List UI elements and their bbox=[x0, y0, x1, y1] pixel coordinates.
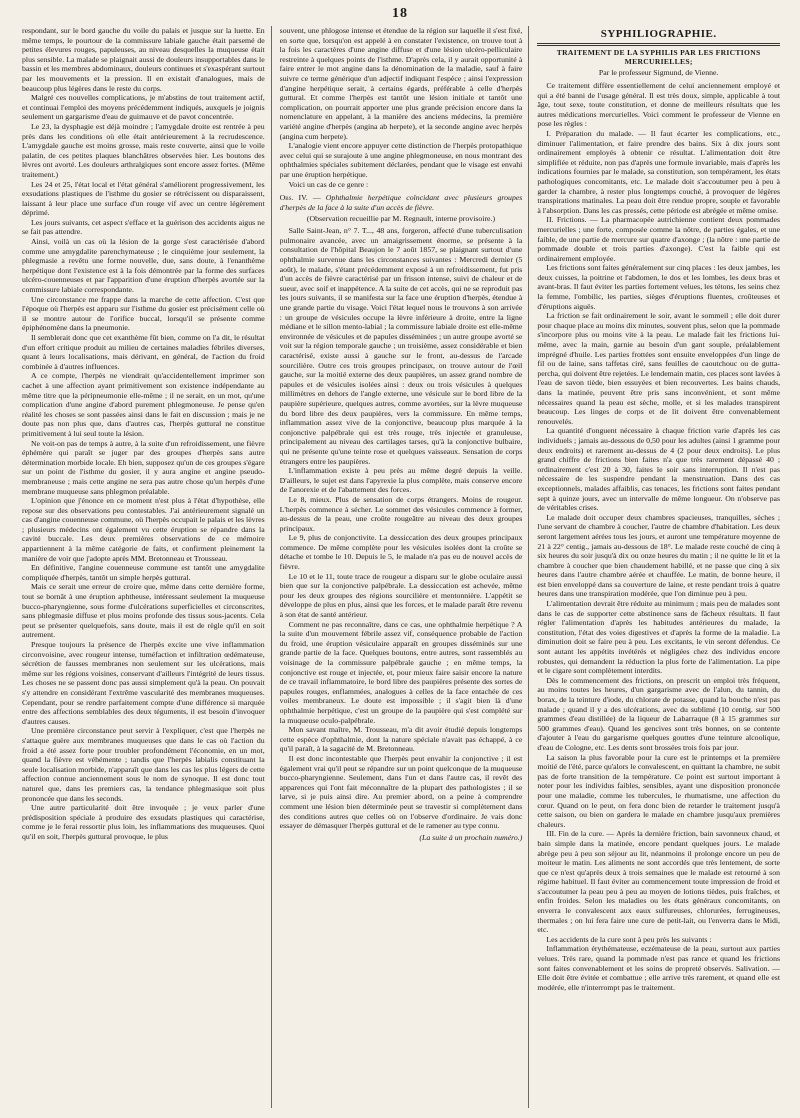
paragraph: Malgré ces nouvelles complications, je m'abstins de tout traitement actif, et continuai l'emploi des moyens précédemment indiqués, auxquels je joignis seulement un gargarisme d'eau de guimauve et de pavot concentrée. bbox=[22, 93, 265, 122]
paragraph: Inflammation érythémateuse, eczémateuse de la peau, surtout aux parties velues. Très rare, quand la pommade n'est pas rance et quand les frictions sont faites convenablement et les soins de propreté observés. Salivation. — Elle doit être évitée et combattue ; elle arrive très rarement, et quand elle est modérée, elle n'interrompt pas le traitement. bbox=[537, 944, 781, 992]
paragraph: Dès le commencement des frictions, on prescrit un emploi très fréquent, au moins toutes les heures, d'un gargarisme avec de l'alun, du tannin, du borax, de la teinture d'iode, du chlorate de potasse, quand la bouche n'est pas malade ; quand il y a des ulcérations, avec du sublimé (10 centig. sur 500 grammes d'eau distillée) de la liqueur de Labarraque (8 à 15 grammes sur 500 grammes d'eau). Quand les gencives sont très bonnes, on se contente d'ajouter à l'eau du gargarisme quelques gouttes d'une teinture alcoolique, d'eau de Cologne, etc. Les dents sont brossées trois fois par jour. bbox=[537, 675, 781, 752]
paragraph: souvent, une phlogose intense et étendue de la région sur laquelle il s'est fixé, en sorte que, lorsqu'on est appelé à en constater l'existence, on trouve tout à la fois les caractères d'une angine diffuse et d'une lésion ulcéro-pelliculaire restreinte à quelques points de l'isthme. D'après cela, il y aurait opportunité à faire entrer le mot angine dans la dénomination de la maladie, sauf à faire suivre ce terme générique d'un adjectif indiquant l'espèce ; ainsi l'expression d'angine herpétique serait, à certains égards, préférable à celle d'herpès guttural. Et comme l'herpès est tantôt une lésion initiale et tantôt une complication, on pourrait apporter une plus grande précision encore dans la nomenclature en appelant, à la manière des anciens médecins, la première variété angine d'herpès (angina ab herpete), et la seconde angine avec herpès (angina cum herpete). bbox=[279, 26, 523, 141]
paragraph: A ce compte, l'herpès ne viendrait qu'accidentellement imprimer son cachet à une affection ayant primitivement son existence indépendante au même titre que la péripneumonie elle-même ; il ne serait, en un mot, qu'une complication d'une angine d'abord purement phlegmoneuse. Je pense qu'en réalité les choses se sont passées ainsi dans le fait en discussion ; mais je ne doute pas non plus que, dans d'autres cas, l'herpès guttural ne constitue primitivement à lui seul toute la lésion. bbox=[22, 371, 265, 438]
paragraph: Le 8, mieux. Plus de sensation de corps étrangers. Moins de rougeur. L'herpès commence à sécher. Le sommet des vésicules commence à former, au-dessus de la peau, une croûte rougeâtre au niveau des deux groupes principaux. bbox=[279, 494, 523, 533]
column-1 bbox=[22, 26, 272, 1108]
paragraph: Le 9, plus de conjonctivite. La dessiccation des deux groupes principaux commence. De même complète pour les vésicules isolées dont la croûte se détache et tombe le 10. Depuis le 5, le malade n'a pas eu de nouvel accès de fièvre. bbox=[279, 533, 523, 572]
paragraph: L'inflammation existe à peu près au même degré depuis la veille. D'ailleurs, le sujet est dans l'apyrexie la plus complète, mais conserve encore de l'anorexie et de l'abattement des forces. bbox=[279, 466, 523, 495]
paragraph: Une autre particularité doit être invoquée ; je veux parler d'une prédisposition spéciale à produire des exsudats plastiques qui caractérise, comme je le ferai ressortir plus loin, les inflammations des muqueuses. Quoi qu'il en soit, l'herpès guttural provoque, le plus bbox=[22, 803, 265, 841]
paragraph: L'analogie vient encore appuyer cette distinction de l'herpès protopathique avec celui qui se surajoute à une angine phlegmoneuse, en nous montrant des ophthalmies spéciales subitement déclarées, pendant que le visage est envahi par une éruption herpétique. bbox=[279, 141, 523, 179]
section-title: SYPHILIOGRAPHIE. bbox=[600, 28, 717, 40]
paragraph: respondant, sur le bord gauche du voile du palais et jusque sur la luette. En même temps, le pourtour de la commissure labiale gauche était parsemé de petites élevures rouges, papuleuses, au niveau desquelles la muqueuse était plus sensible. La malade se plaignait aussi de douleurs insupportables dans le bassin et les membres abdominaux, douleurs continues et s'exaspérant surtout par les mouvements et la pression. Il en existait d'analogues, mais de beaucoup plus légères dans le reste du corps. bbox=[22, 26, 265, 93]
paragraph: Le malade doit occuper deux chambres spacieuses, tranquilles, sèches ; l'une servant de chambre à coucher, l'autre de chambre d'habitation. Les deux seront largement aérées tous les jours, et auront une température moyenne de 21 à 22° centig., jamais au-dessous de 18°. Le malade reste couché de cinq à six heures du soir jusqu'à dix ou onze heures du matin ; il ne quitte le lit et la chambre à coucher que bien chaudement habillé, et ne passe que cinq à six heures dans l'autre chambre aérée et chauffée. Le matin, de bonne heure, il est bien enveloppé dans sa couverture de laine, et reste pendant trois à quatre heures dans une transpiration modérée, que l'on diminue peu à peu. bbox=[537, 512, 781, 599]
paragraph: Il est donc incontestable que l'herpès peut envahir la conjonctive ; il est également vrai qu'il peut se répandre sur un point quelconque de la muqueuse bucco-pharyngienne. Seulement, dans l'un et dans l'autre cas, il revêt des apparences qui l'ont fait méconnaître de la plupart des pathologistes ; il se larve, si je puis ainsi dire. Au premier abord, on a peine à comprendre comment une lésion bien déterminée peut se travestir si complètement dans des conditions autres que celles où on l'observe d'ordinaire. Je vais donc essayer de démasquer l'herpès guttural et de le ramener au type connu. bbox=[279, 753, 523, 831]
paragraph: La friction se fait ordinairement le soir, avant le sommeil ; elle doit durer pour chaque place au moins dix minutes, souvent plus, selon que la pommade s'incorpore plus ou moins vite à la peau. Le malade fait les frictions lui-même, avec la main, garnie au besoin d'un gant souple, préalablement imprégné d'huile. Les parties frottées sont ensuite enveloppées d'un linge de fil ou de laine, sans taffetas ciré, sans feuilles de caoutchouc ou de gutta-percha, qui doivent être rejetées. Le lendemain matin, ces places sont lavées à l'eau de savon tiède, bien essuyées et bien recouvertes. Les bains chauds, dans la matinée, peuvent être pris sans inconvénient, et sont même nécessaires quand la peau est sèche, molle, et si les malades transpirent beaucoup. Les linges de corps et de lit doivent être convenablement renouvelés. bbox=[537, 311, 781, 426]
observation-note: (Observation recueillie par M. Regnault, interne provisoire.) bbox=[306, 214, 496, 224]
paragraph: Presque toujours la présence de l'herpès excite une vive inflammation circonvoisine, avec rougeur intense, tuméfaction et infiltration œdémateuse, sécrétion de fausses membranes non seulement sur les ulcérations, mais même sur les régions voisines, conservant d'ailleurs l'intégrité de leurs tissus. Les choses ne se passent donc pas aussi simplement qu'à la peau. On pouvait s'y attendre en considérant l'extrême vascularité des membranes muqueuses. Cependant, pour se rendre parfaitement compte d'une différence si marquée entre des affections semblables des deux téguments, il est besoin d'invoquer d'autres causes. bbox=[22, 640, 265, 726]
paragraph: Salle Saint-Jean, n° 7. T..., 48 ans, forgeron, affecté d'une tuberculisation pulmonaire avancée, avec un amaigrissement énorme, se présente à la consultation de l'hôpital Beaujon le 7 août 1857, se plaignant surtout d'une ophthalmie survenue dans les circonstances suivantes : Mercredi dernier (5 août), le malade, s'étant précédemment exposé à un refroidissement, fut pris d'un accès de fièvre caractérisé par un frisson intense, suivi de chaleur et de sueur, avec soif et inappétence. A la suite de cet accès, qui ne se reproduit pas les jours suivants, il se manifesta sur la face une éruption d'herpès, étendue à une grande partie du visage. Voici l'état lequel nous le trouvons à son arrivée : un groupe de vésicules occupe la lèvre inférieure à droite, entre la ligne médiane et le sillon mento-labial ; la commissure labiale droite est elle-même environnée de vésicules et de papules disséminées ; un autre groupe avorté se voit sur la région temporale gauche ; un troisième, assez considérable et bien caractérisé, existe aussi à gauche sur le front, au-dessus de l'arcade sourcilière. Outre ces trois groupes principaux, on trouve autour de l'œil gauche, sur la moitié externe des deux paupières, un assez grand nombre de papules et de vésicules isolées ainsi : deux ou trois vésicules à quelques millimètres en dehors de l'angle externe, une vésicule sur le bord libre de la paupière supérieure, quelques autres, comme avortées, sur la lèvre muqueuse du bord libre des deux paupières, vers la commissure. En même temps, inflammation assez vive de la conjonctive, beaucoup plus marquée à la conjonctive palpébrale qui est très rouge, très injectée et granuleuse, principalement au niveau des cartilages tarses, qu'à la conjonctive bulbaire, qui ne présente qu'une teinte rose et quelques vaisseaux. Sensation de corps étrangers entre les paupières. bbox=[279, 226, 523, 466]
paragraph: Une première circonstance peut servir à l'expliquer, c'est que l'herpès ne s'attaque guère aux membranes muqueuses que dans le cas où l'action du froid a été assez forte pour troubler profondément l'économie, en un mot, quand la fièvre est véhémente ; tandis que l'herpès labialis constituant la seule localisation morbide, n'apparaît que dans les cas les plus légers de cette affection connue anciennement sous le nom de synoque. Il est donc tout naturel que, dans les premiers cas, la tendance phlegmasique soit plus prononcée que dans les seconds. bbox=[22, 726, 265, 803]
paragraph: Ne voit-on pas de temps à autre, à la suite d'un refroidissement, une fièvre éphémère qui paraît se juger par des groupes d'herpès sans autre détermination morbide locale. Eh bien, supposez qu'un de ces groupes s'égare sur un point de l'isthme du gosier, il y aura angine et angine pseudo-membraneuse ; mais cette angine ne sera pas autre chose qu'un herpès d'une membrane muqueuse sans phlegmon préalable. bbox=[22, 438, 265, 496]
paragraph: Les frictions sont faites généralement sur cinq places : les deux jambes, les deux cuisses, la poitrine et l'abdomen, le dos et les lombes, les deux bras et avant-bras. Il faut éviter les parties fortement velues, les tétons, les seins chez la femme, l'ombilic, les parties, sièges d'éruptions fluentes, croûteuses et d'éruptions aiguës. bbox=[537, 263, 781, 311]
page-number: 18 bbox=[392, 6, 408, 21]
column-3 bbox=[537, 26, 780, 1108]
paragraph: La quantité d'onguent nécessaire à chaque friction varie d'après les cas individuels ; jamais au-dessous de 0,50 pour les adultes (ainsi 1 gramme pour deux endroits) et rarement au-dessus de 4 (2 pour deux endroits). Le plus grand chiffre de frictions bien faites n'a que très rarement dépassé 40 ; ordinairement c'est 20 à 30, faites le soir sans interruption. Il n'est pas nécessaire de les suspendre pendant la menstruation. Dans des cas exceptionnels, malades affaiblis, cas tenaces, les frictions sont faites pendant sept à quinze jours, avec un intervalle de même longueur. On n'observe pas de véritables crises. bbox=[537, 426, 781, 513]
paragraph: L'opinion que j'énonce en ce moment n'est plus à l'état d'hypothèse, elle repose sur des observations peu contestables. J'ai antérieurement signalé un cas d'angine couenneuse commune, où l'herpès occupait le palais et les lèvres ; plusieurs médecins ont également vu cette éruption se répandre dans la cavité buccale. Les deux premières observations de ce mémoire appartiennent à la même catégorie de faits, et confirment pleinement la manière de voir que j'adopte après MM. Bretonneau et Trousseau. bbox=[22, 496, 265, 563]
paragraph: Les jours suivants, cet aspect s'efface et la guérison des accidents aigus ne se fait pas attendre. bbox=[22, 217, 265, 237]
paragraph: La saison la plus favorable pour la cure est le printemps et la première moitié de l'été, parce qu'alors le convalescent, en quittant la chambre, ne subit pas de forte transition de la température. Ce point est surtout important à noter pour les individus faibles, sensibles, ayant une disposition prononcée pour une maladie, comme les tubercules, le rhumatisme, une affection du cœur. Quand on le peut, on fera donc bien de retarder le traitement jusqu'à cette saison, ou bien on gardera le malade en chambre jusqu'aux premières chaleurs. bbox=[537, 752, 781, 829]
paragraph: III. Fin de la cure. — Après la dernière friction, bain savonneux chaud, et bain simple dans la matinée, encore pendant quelques jours. Le malade abrège peu à peu son séjour au lit, néanmoins il prolonge encore un peu de moiteur le matin. Les aliments ne sont accordés que très lentement, de sorte que ce n'est qu'après deux à trois semaines que le malade est retourné à son régime habituel. Il faut éviter au commencement toute impression de froid et s'accoutumer la peau peu à peu au moyen de lotions tièdes, puis fraîches, et enfin froides. Selon les maladies ou les états généraux concomitants, on enverra le convalescent aux eaux sulfureuses, chlorurées, ferrugineuses, thermales ; on lui fera faire une cure de petit-lait, ou l'enverra dans le Midi, etc. bbox=[537, 829, 781, 935]
continuation-note: (La suite à un prochain numéro.) bbox=[419, 832, 523, 842]
paragraph: Le 10 et le 11, toute trace de rougeur a disparu sur le globe oculaire aussi bien que sur la conjonctive palpébrale. La dessiccation est achevée, même pour les deux groupes des régions sourcilière et mentonnière. L'appétit se développe de plus en plus, ainsi que les forces, et le malade paraît être revenu à son état de santé antérieur. bbox=[279, 571, 523, 620]
paragraph: En définitive, l'angine couenneuse commune est tantôt une amygdalite compliquée d'herpès, tantôt un simple herpès guttural. bbox=[22, 563, 265, 582]
divider bbox=[537, 43, 780, 46]
observation-title: Ophthalmie herpétique coïncidant avec plusieurs groupes d'herpès de la face à la suite d'un accès de fièvre. bbox=[279, 193, 523, 212]
paragraph: Mon savant maître, M. Trousseau, m'a dit avoir étudié depuis longtemps cette espèce d'ophthalmie, dont la nature spéciale n'avait pas échappé, à ce qu'il paraît, à la sagacité de M. Bretonneau. bbox=[279, 725, 523, 754]
paragraph: Les 24 et 25, l'état local et l'état général s'améliorent progressivement, les exsudations plastiques de l'isthme du gosier se rétrécissent ou disparaissent, laissant à leur place une surface d'un rouge vif avec un centre légèrement déprimé. bbox=[22, 179, 265, 218]
paragraph: Une circonstance me frappe dans la marche de cette affection. C'est que l'époque où l'herpès est apparu sur l'isthme du gosier est précisément celle où il se montre autour de l'orifice buccal, lorsqu'il se présente comme épiphénomène dans la pneumonie. bbox=[22, 294, 265, 333]
paragraph: L'alimentation devrait être réduite au minimum ; mais peu de malades sont dans le cas de supporter cette abstinence sans de fâcheux résultats. Il faut régler l'alimentation d'après les habitudes antérieures du malade, la constitution, l'état des voies digestives et d'après la forme de la maladie. La diminution doit se faire peu à peu. Les excitants, le vin seront défendus. Ce sont autant les appétits invétérés et négligées chez des individus encore robustes, qui demandent la réduction la plus forte de l'alimentation. La pipe et le cigare sont complètement interdits. bbox=[537, 599, 781, 676]
paragraph: Les accidents de la cure sont à peu près les suivants : bbox=[546, 934, 712, 944]
article-byline: Par le professeur Sigmund, de Vienne. bbox=[598, 68, 719, 77]
paragraph: Voici un cas de ce genre : bbox=[288, 179, 369, 189]
observation-heading bbox=[280, 193, 523, 212]
observation-label: Obs. IV. — bbox=[279, 193, 326, 203]
paragraph: Comment ne pas reconnaître, dans ce cas, une ophthalmie herpétique ? A la suite d'un mouvement fébrile assez vif, conséquence probable de l'action du froid, une éruption vésiculaire apparaît en groupes disséminés sur une grande partie de la face. Quelques boutons, entre autres, sont rassemblés au voisinage de la commissure palpébrale gauche ; en même temps, la conjonctive est rouge et injectée, et, pour mieux faire saisir encore la nature de ce travail inflammatoire, le bord libre des paupières présente des sortes de papules rouges, enflammées, analogues à celles de la face entachée de ces voiles membraneux. Le doute est impossible ; il s'agit bien là d'une ophthalmie herpétique, c'est un groupe de la paupière qui s'est complété sur la muqueuse oculo-palpébrale. bbox=[279, 619, 523, 725]
article-title: TRAITEMENT DE LA SYPHILIS PAR LES FRICTIONS MERCURIELLES; bbox=[556, 48, 761, 66]
paragraph: II. Frictions. — La pharmacopée autrichienne contient deux pommades mercurielles ; une forte, composée comme la nôtre, de parties égales, et une faible, de une partie de mercure sur quatre d'axonge ; (la nôtre : une partie de pommade double et trois parties d'axonge). C'est la faible qui est ordinairement employée. bbox=[537, 215, 781, 263]
newspaper-columns bbox=[22, 26, 780, 1108]
column-2 bbox=[280, 26, 530, 1108]
paragraph: I. Préparation du malade. — Il faut écarter les complications, etc., diminuer l'alimentation, et faire prendre des bains. Six à dix jours sont ordinairement employés à obtenir ce résultat. L'alimentation doit être simplifiée et réduite, non pas d'après une formule invariable, mais d'après les indications fournies par le malade, sa constitution, son tempérament, les états pathologiques concomitants, etc. Le malade doit s'accoutumer peu à peu à garder la chambre, à rester plus longtemps couché, à provoquer de légères transpirations matinales. La peau doit être rendue propre, souple et favorable à l'absorption. Dans les cas pressés, cette période est abrégée et même omise. bbox=[537, 128, 781, 215]
paragraph: Ce traitement diffère essentiellement de celui anciennement employé et qui a été banni de l'usage général. Il est très doux, simple, applicable à tout âge, tout sexe, toute constitution, et donne de meilleurs résultats que les autres médications mercurielles. Voici comment le professeur de Vienne en pose les règles : bbox=[537, 81, 781, 129]
paragraph: Le 23, la dysphagie est déjà moindre ; l'amygdale droite est rentrée à peu près dans les conditions où elle était antérieurement à la recrudescence. L'amygdale gauche est moins grosse, mais reste couverte, ainsi que le voile palatin, de ces petites plaques blanchâtres observées hier. Les boutons des lèvres ont avorté. Les douleurs arthralgiques sont encore assez fortes. (Même traitement.) bbox=[22, 121, 265, 179]
paragraph: Il semblerait donc que cet exanthème fût bien, comme on l'a dit, le résultat d'un effort critique produit au milieu de certaines maladies fébriles diverses, quant à leurs localisations, mais dérivant, en général, de l'action du froid combinée à d'autres influences. bbox=[22, 333, 265, 371]
paragraph: Mais ce serait une erreur de croire que, même dans cette dernière forme, tout se bornât à une éruption aphtheuse, intéressant seulement la muqueuse bucco-pharyngienne, sous forme d'ulcérations superficielles et circonscrites, sans phlegmasie diffuse et plus moins profonde des tissus sous-jacents. Cela peut se présenter quelquefois, sans doute, mais il est de règle qu'il en soit autrement. bbox=[22, 582, 265, 640]
paragraph: Ainsi, voilà un cas où la lésion de la gorge s'est caractérisée d'abord comme une amygdalite parenchymateuse ; le cinquième jour seulement, la phlegmasie a revêtu une forme nouvelle, due, sans doute, à l'enanthème herpétique dont l'existence est à la fois démontrée par la forme des surfaces ulcéro-couenneuses et par l'apparition d'une éruption d'herpès avortée sur la commissure labiale correspondante. bbox=[22, 237, 265, 295]
